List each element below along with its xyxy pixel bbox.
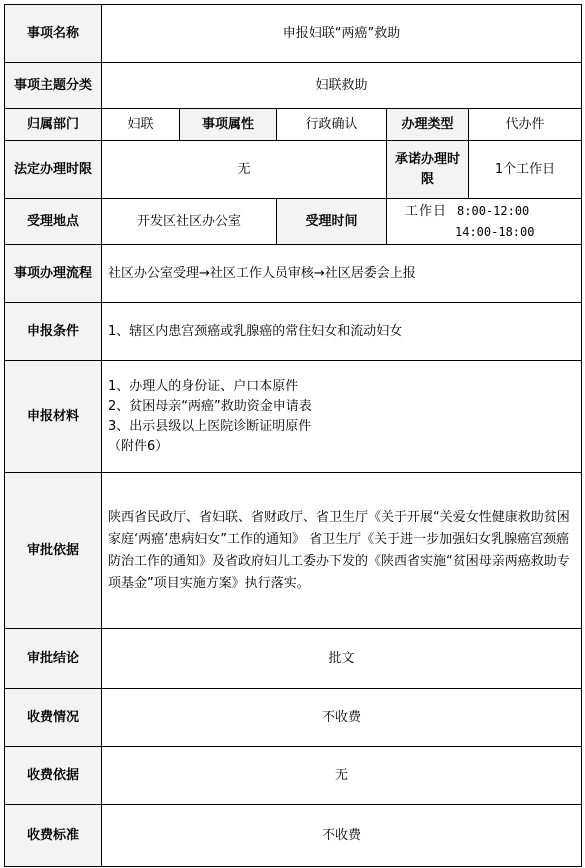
row-time-limit bbox=[5, 141, 582, 199]
place-label: 受理地点 bbox=[5, 199, 102, 245]
type-value: 代办件 bbox=[469, 109, 582, 141]
fee-standard-value: 不收费 bbox=[102, 805, 582, 867]
row-fee bbox=[5, 689, 582, 747]
hours-am: 8:00-12:00 bbox=[457, 204, 530, 218]
row-fee-standard bbox=[5, 805, 582, 867]
fee-standard-label: 收费标准 bbox=[5, 805, 102, 867]
row-theme bbox=[5, 63, 582, 109]
materials-item: （附件6） bbox=[108, 438, 169, 454]
materials-item: 1、办理人的身份证、户口本原件 bbox=[108, 378, 299, 394]
service-item-sheet bbox=[4, 4, 581, 864]
basis-value: 陕西省民政厅、省妇联、省财政厅、省卫生厅《关于开展“关爱女性健康救助贫困家庭‘两癌’患病妇女”工作的通知》 省卫生厅《关于进一步加强妇女乳腺癌宫颈癌防治工作的通知》及省政府妇儿工委办下发的《陕西省实施“贫困母亲两癌救助专项基金”项目实施方案》执行落实。 bbox=[102, 473, 582, 629]
fee-basis-label: 收费依据 bbox=[5, 747, 102, 805]
row-place bbox=[5, 199, 582, 245]
dept-value: 妇联 bbox=[102, 109, 180, 141]
hours-pm: 14:00-18:00 bbox=[455, 225, 535, 239]
place-value: 开发区社区办公室 bbox=[102, 199, 277, 245]
hours-value bbox=[387, 199, 582, 245]
dept-label: 归属部门 bbox=[5, 109, 102, 141]
condition-label: 申报条件 bbox=[5, 303, 102, 361]
fee-value: 不收费 bbox=[102, 689, 582, 747]
fee-label: 收费情况 bbox=[5, 689, 102, 747]
promise-time-label: 承诺办理时限 bbox=[387, 141, 469, 199]
promise-time-value: 1个工作日 bbox=[469, 141, 582, 199]
basis-label: 审批依据 bbox=[5, 473, 102, 629]
item-name-value: 申报妇联“两癌”救助 bbox=[102, 5, 582, 63]
row-dept bbox=[5, 109, 582, 141]
row-conclusion bbox=[5, 629, 582, 689]
hours-label: 受理时间 bbox=[277, 199, 387, 245]
condition-value: 1、辖区内患宫颈癌或乳腺癌的常住妇女和流动妇女 bbox=[102, 303, 582, 361]
row-fee-basis bbox=[5, 747, 582, 805]
materials-label: 申报材料 bbox=[5, 361, 102, 473]
conclusion-value: 批文 bbox=[102, 629, 582, 689]
theme-value: 妇联救助 bbox=[102, 63, 582, 109]
item-name-label: 事项名称 bbox=[5, 5, 102, 63]
row-basis bbox=[5, 473, 582, 629]
hours-day: 工作日 bbox=[405, 204, 448, 219]
theme-label: 事项主题分类 bbox=[5, 63, 102, 109]
materials-item: 3、出示县级以上医院诊断证明原件 bbox=[108, 418, 312, 434]
row-flow bbox=[5, 245, 582, 303]
row-condition bbox=[5, 303, 582, 361]
service-item-table bbox=[4, 4, 582, 867]
legal-time-label: 法定办理时限 bbox=[5, 141, 102, 199]
attr-value: 行政确认 bbox=[277, 109, 387, 141]
row-item-name bbox=[5, 5, 582, 63]
type-label: 办理类型 bbox=[387, 109, 469, 141]
materials-list bbox=[102, 361, 582, 473]
flow-value: 社区办公室受理→社区工作人员审核→社区居委会上报 bbox=[102, 245, 582, 303]
fee-basis-value: 无 bbox=[102, 747, 582, 805]
legal-time-value: 无 bbox=[102, 141, 387, 199]
attr-label: 事项属性 bbox=[180, 109, 277, 141]
flow-label: 事项办理流程 bbox=[5, 245, 102, 303]
materials-item: 2、贫困母亲“两癌”救助资金申请表 bbox=[108, 398, 312, 414]
row-materials bbox=[5, 361, 582, 473]
conclusion-label: 审批结论 bbox=[5, 629, 102, 689]
